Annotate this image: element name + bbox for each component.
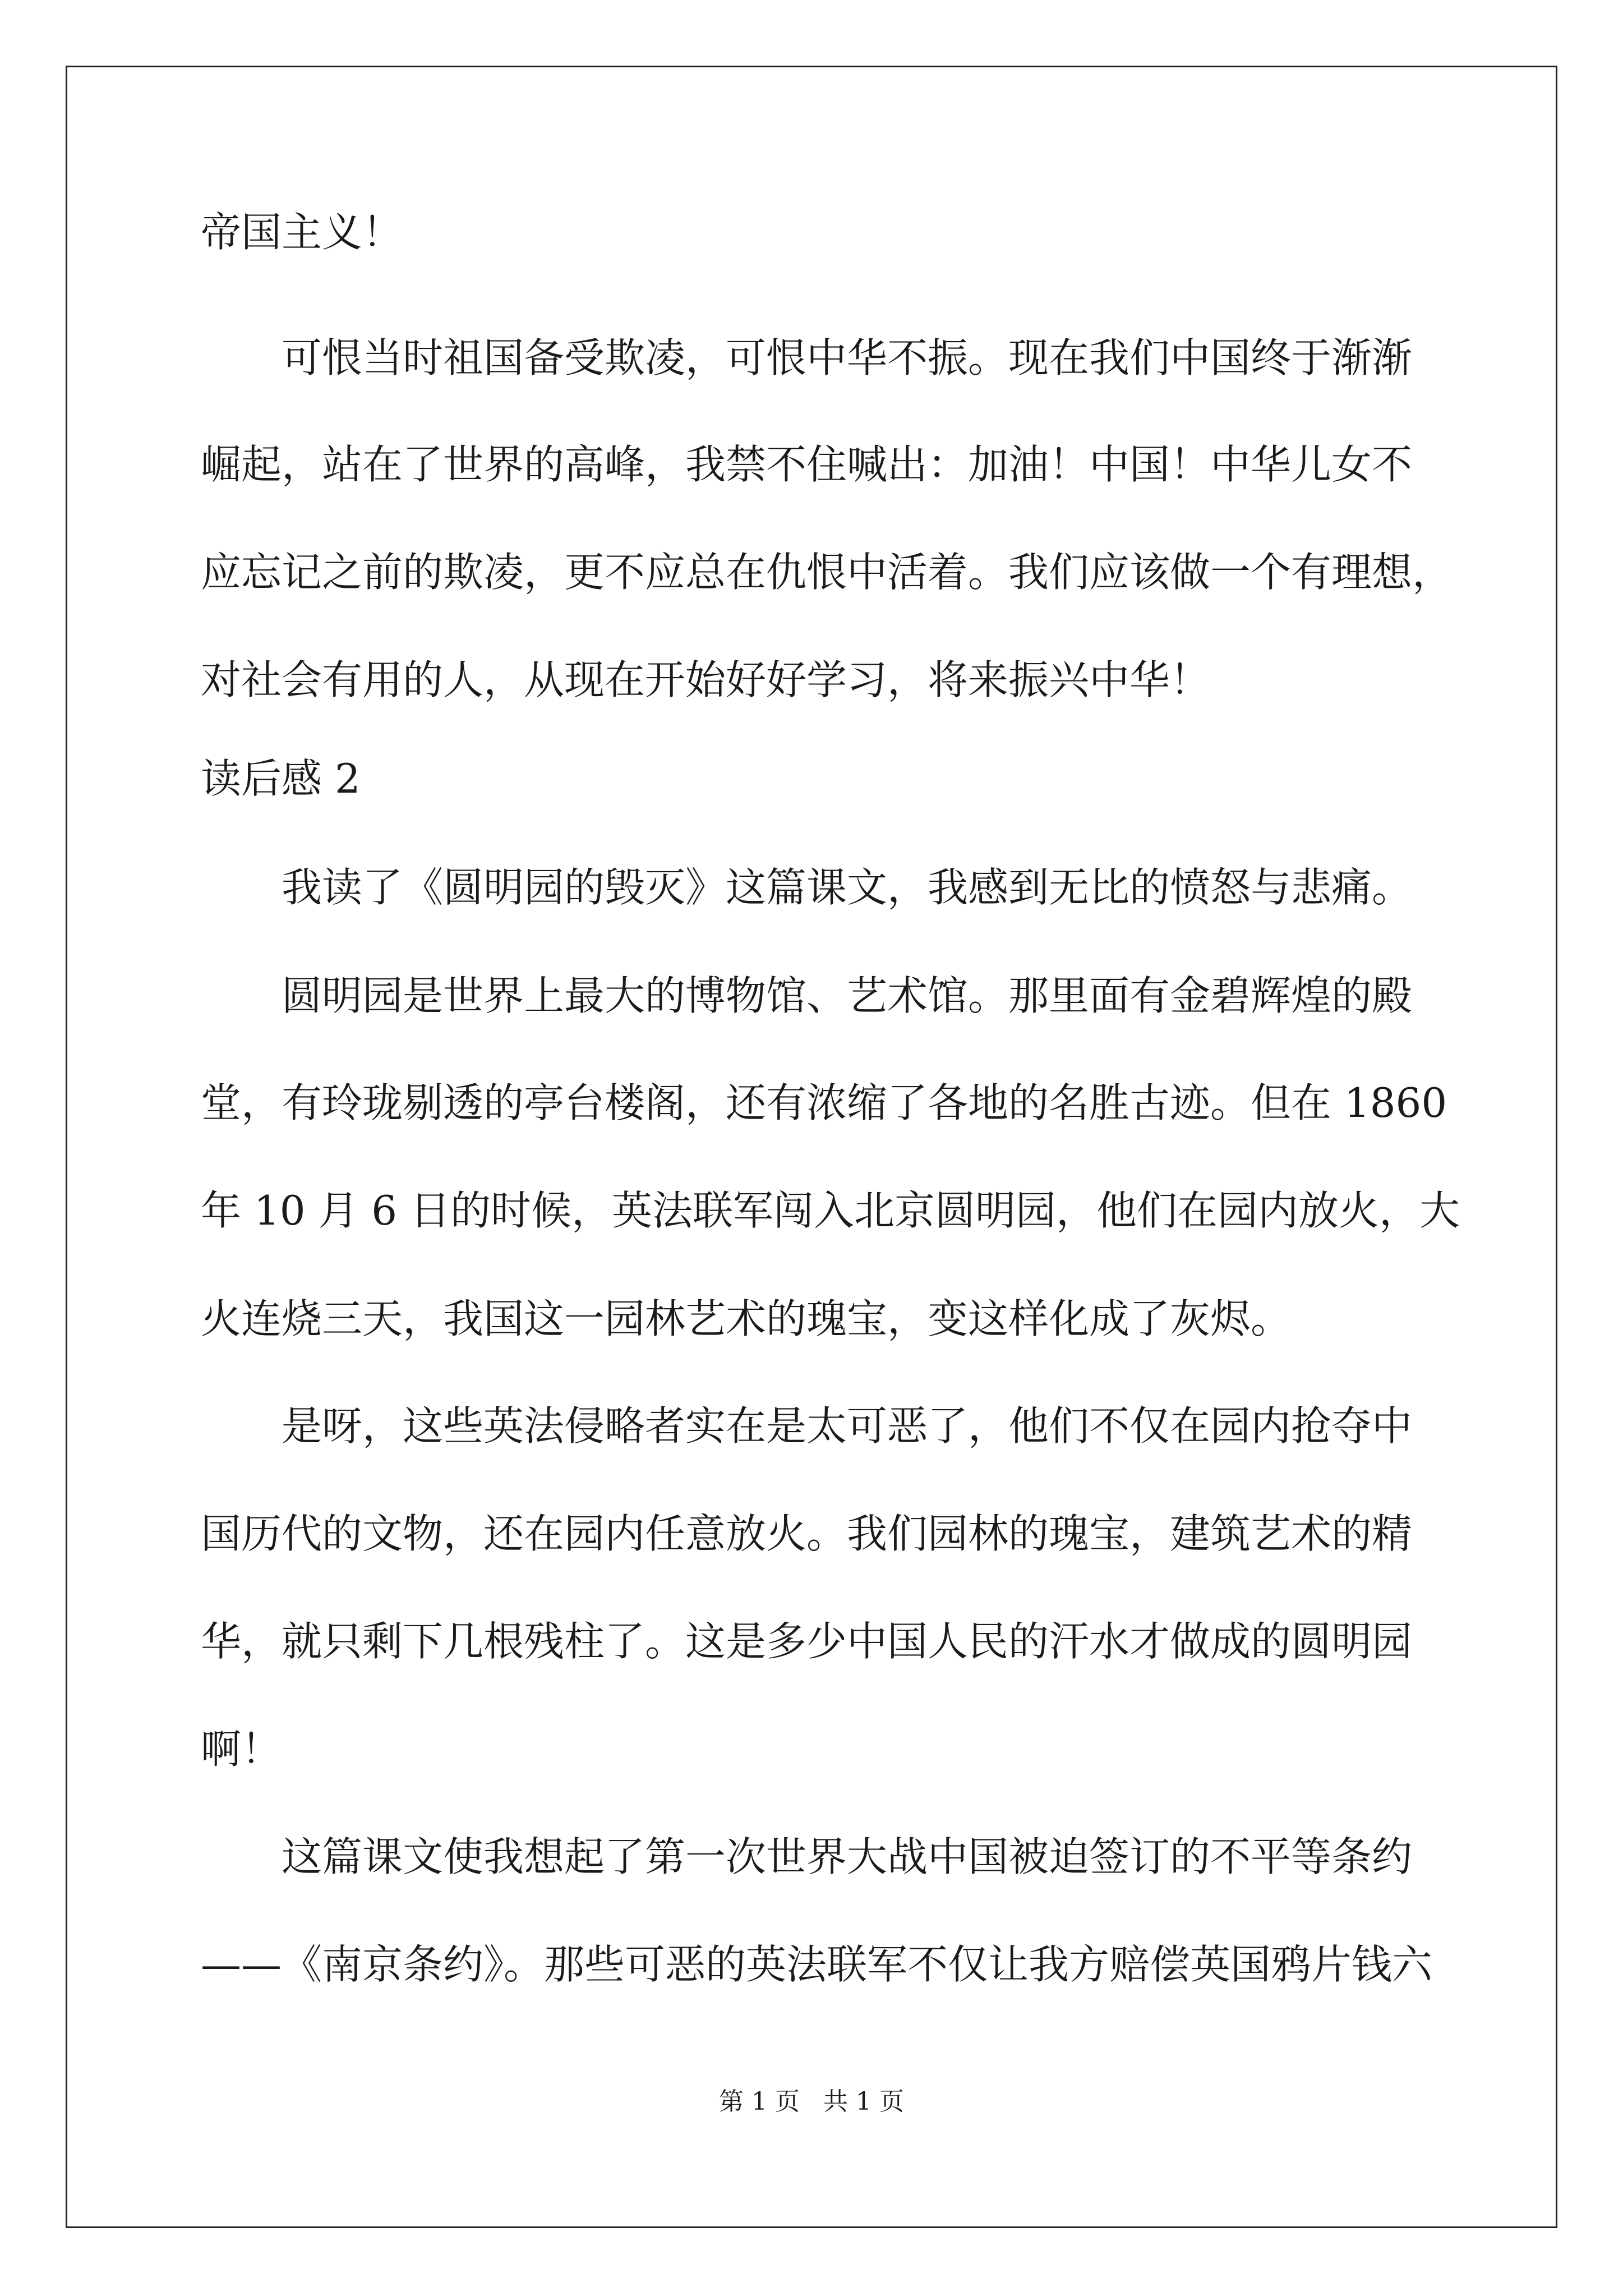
text-line: 对社会有用的人，从现在开始好好学习，将来振兴中华！ xyxy=(201,656,1211,703)
text-line: 应忘记之前的欺凌，更不应总在仇恨中活着。我们应该做一个有理想， xyxy=(201,549,1453,596)
text-line: 华，就只剩下几根残柱了。这是多少中国人民的汗水才做成的圆明园 xyxy=(201,1618,1413,1665)
text-line: 可恨当时祖国备受欺凌，可恨中华不振。现在我们中国终于渐渐 xyxy=(282,334,1413,381)
text-line: 啊！ xyxy=(201,1726,282,1773)
text-line: 年 10 月 6 日的时候，英法联军闯入北京圆明园，他们在园内放火，大 xyxy=(201,1187,1460,1234)
text-line: 火连烧三天，我国这一园林艺术的瑰宝，变这样化成了灰烬。 xyxy=(201,1295,1292,1342)
text-line: 我读了《圆明园的毁灭》这篇课文，我感到无比的愤怒与悲痛。 xyxy=(282,864,1413,911)
text-line: ——《南京条约》。那些可恶的英法联军不仅让我方赔偿英国鸦片钱六 xyxy=(201,1941,1433,1988)
text-line: 堂，有玲珑剔透的亭台楼阁，还有浓缩了各地的名胜古迹。但在 1860 xyxy=(201,1079,1447,1126)
section-heading: 读后感 2 xyxy=(201,755,361,802)
page-footer: 第 1 页 共 1 页 xyxy=(719,2087,904,2116)
text-line: 崛起，站在了世界的高峰，我禁不住喊出：加油！中国！中华儿女不 xyxy=(201,441,1413,488)
text-line: 国历代的文物，还在园内任意放火。我们园林的瑰宝，建筑艺术的精 xyxy=(201,1510,1413,1557)
text-line: 帝国主义！ xyxy=(201,209,403,256)
text-line: 这篇课文使我想起了第一次世界大战中国被迫签订的不平等条约 xyxy=(282,1833,1413,1880)
text-line: 圆明园是世界上最大的博物馆、艺术馆。那里面有金碧辉煌的殿 xyxy=(282,972,1413,1019)
text-line: 是呀，这些英法侵略者实在是太可恶了，他们不仅在园内抢夺中 xyxy=(282,1402,1413,1450)
page-border xyxy=(66,66,1557,2228)
